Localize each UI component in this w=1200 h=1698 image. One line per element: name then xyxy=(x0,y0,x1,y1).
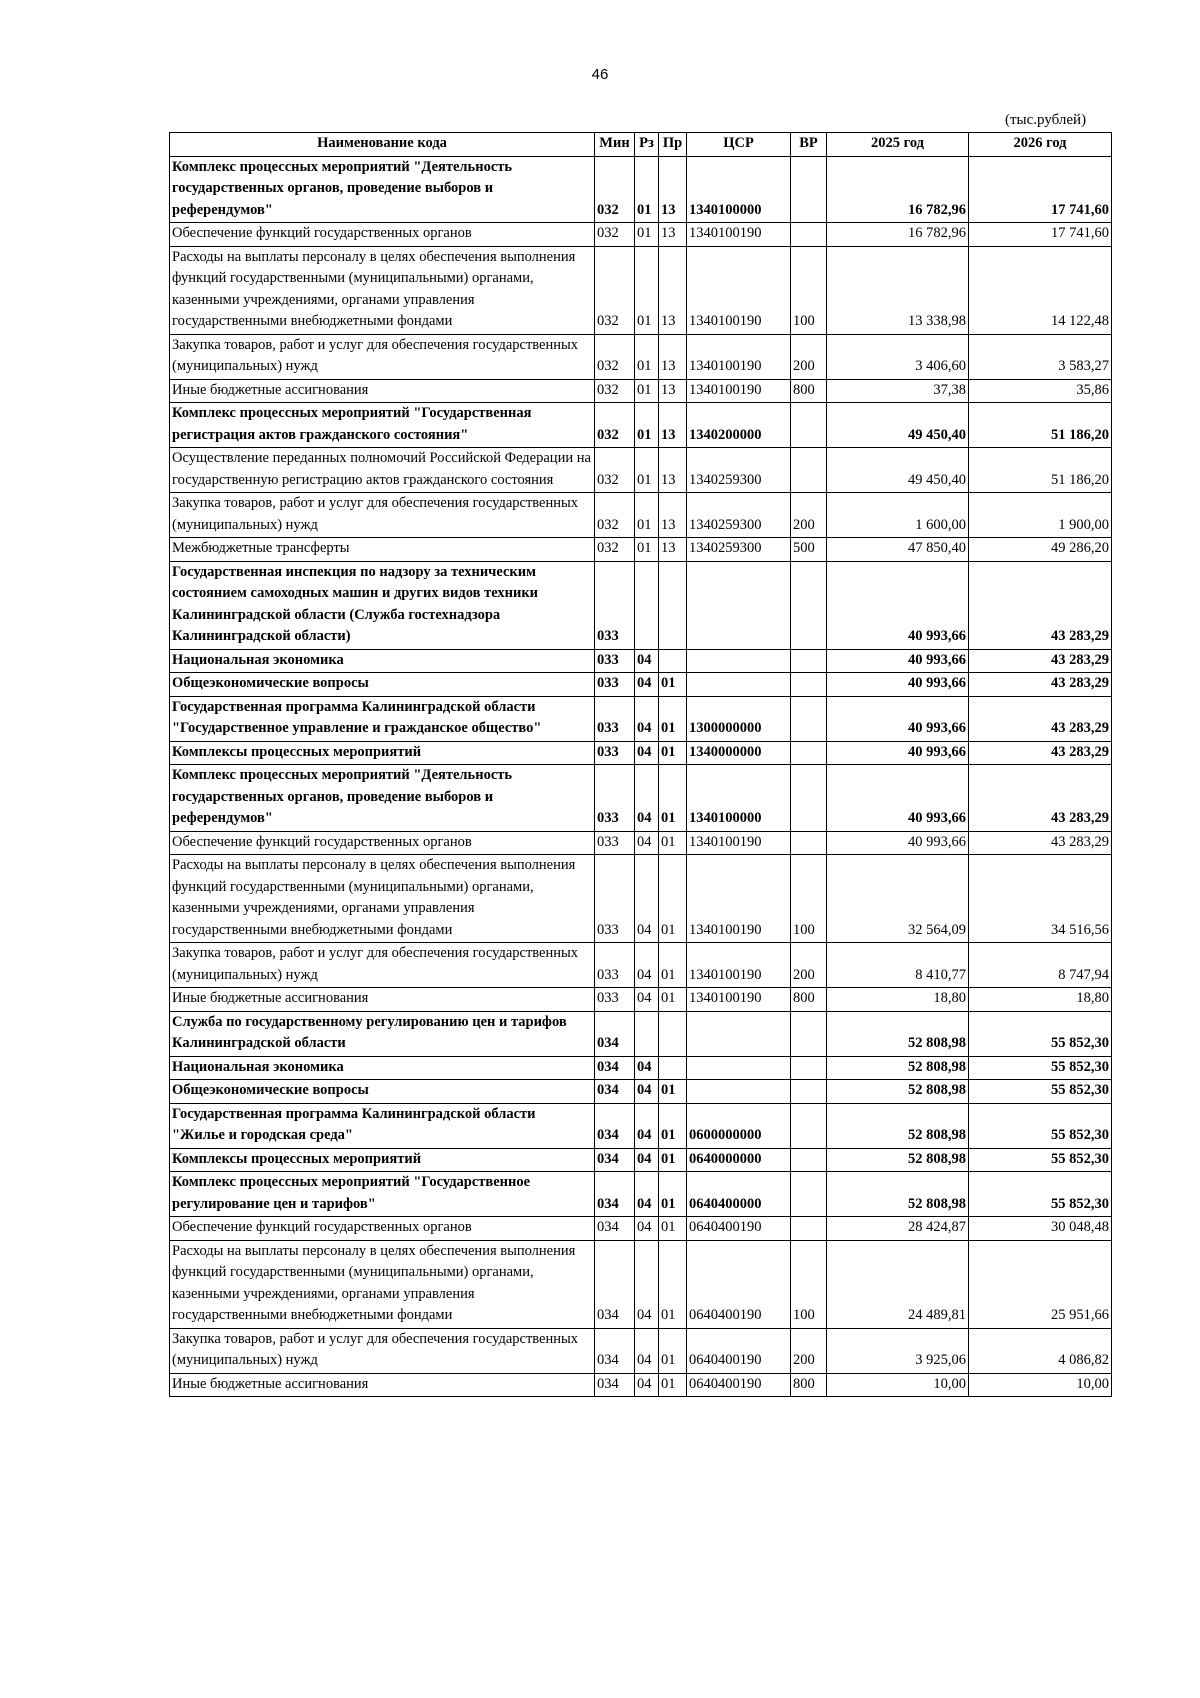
row-pr: 01 xyxy=(659,1373,687,1397)
row-pr xyxy=(659,561,687,649)
row-pr: 13 xyxy=(659,156,687,223)
row-vr: 100 xyxy=(791,855,827,943)
row-csr: 0640400190 xyxy=(687,1328,791,1373)
row-name: Государственная программа Калининградской области "Жилье и городская среда" xyxy=(170,1103,595,1148)
row-rz: 04 xyxy=(635,855,659,943)
row-min: 034 xyxy=(595,1056,635,1080)
row-pr: 01 xyxy=(659,943,687,988)
row-min: 034 xyxy=(595,1103,635,1148)
row-name: Обеспечение функций государственных органов xyxy=(170,831,595,855)
row-amount-2026: 51 186,20 xyxy=(969,403,1112,448)
row-amount-2025: 13 338,98 xyxy=(827,246,969,334)
table-row xyxy=(170,1011,1112,1056)
row-amount-2025: 16 782,96 xyxy=(827,156,969,223)
row-min: 032 xyxy=(595,493,635,538)
row-amount-2025: 40 993,66 xyxy=(827,741,969,765)
column-header-vr: ВР xyxy=(791,133,827,157)
table-row xyxy=(170,1080,1112,1104)
row-rz: 01 xyxy=(635,156,659,223)
row-min: 033 xyxy=(595,649,635,673)
row-vr: 100 xyxy=(791,246,827,334)
table-row xyxy=(170,561,1112,649)
table-row xyxy=(170,1217,1112,1241)
row-csr: 1340100190 xyxy=(687,334,791,379)
row-amount-2025: 52 808,98 xyxy=(827,1056,969,1080)
row-amount-2025: 52 808,98 xyxy=(827,1103,969,1148)
row-pr: 01 xyxy=(659,696,687,741)
table-row xyxy=(170,1240,1112,1328)
row-min: 033 xyxy=(595,855,635,943)
row-name: Расходы на выплаты персоналу в целях обеспечения выполнения функций государственными (муниципальными) органами, казенными учреждениями, органами управления государственными внебюджетными фондами xyxy=(170,1240,595,1328)
row-amount-2026: 55 852,30 xyxy=(969,1172,1112,1217)
row-pr: 01 xyxy=(659,1172,687,1217)
table-row xyxy=(170,493,1112,538)
row-vr xyxy=(791,1080,827,1104)
units-label: (тыс.рублей) xyxy=(1005,112,1087,128)
row-name: Расходы на выплаты персоналу в целях обеспечения выполнения функций государственными (муниципальными) органами, казенными учреждениями, органами управления государственными внебюджетными фондами xyxy=(170,855,595,943)
row-min: 033 xyxy=(595,561,635,649)
row-csr: 1340100190 xyxy=(687,943,791,988)
row-amount-2025: 40 993,66 xyxy=(827,696,969,741)
row-min: 032 xyxy=(595,156,635,223)
row-csr: 0640000000 xyxy=(687,1148,791,1172)
row-name: Государственная инспекция по надзору за техническим состоянием самоходных машин и других видов техники Калининградской области (Служба гостехнадзора Калининградской области) xyxy=(170,561,595,649)
row-rz: 04 xyxy=(635,1056,659,1080)
row-name: Комплексы процессных мероприятий xyxy=(170,1148,595,1172)
row-min: 034 xyxy=(595,1373,635,1397)
table-row xyxy=(170,1148,1112,1172)
row-amount-2025: 40 993,66 xyxy=(827,561,969,649)
row-amount-2025: 52 808,98 xyxy=(827,1172,969,1217)
row-rz: 01 xyxy=(635,538,659,562)
row-amount-2026: 17 741,60 xyxy=(969,223,1112,247)
row-vr: 800 xyxy=(791,988,827,1012)
column-header-rz: Рз xyxy=(635,133,659,157)
row-name: Иные бюджетные ассигнования xyxy=(170,379,595,403)
row-amount-2026: 35,86 xyxy=(969,379,1112,403)
row-amount-2025: 16 782,96 xyxy=(827,223,969,247)
table-row xyxy=(170,334,1112,379)
row-vr: 200 xyxy=(791,334,827,379)
row-amount-2025: 10,00 xyxy=(827,1373,969,1397)
row-rz: 04 xyxy=(635,673,659,697)
row-amount-2026: 43 283,29 xyxy=(969,765,1112,832)
row-pr: 01 xyxy=(659,855,687,943)
row-name: Общеэкономические вопросы xyxy=(170,1080,595,1104)
row-amount-2025: 40 993,66 xyxy=(827,831,969,855)
row-amount-2026: 10,00 xyxy=(969,1373,1112,1397)
row-vr: 200 xyxy=(791,943,827,988)
row-min: 034 xyxy=(595,1080,635,1104)
table-row xyxy=(170,1373,1112,1397)
table-row xyxy=(170,1172,1112,1217)
row-amount-2026: 17 741,60 xyxy=(969,156,1112,223)
row-vr xyxy=(791,831,827,855)
row-amount-2026: 43 283,29 xyxy=(969,696,1112,741)
row-amount-2026: 55 852,30 xyxy=(969,1011,1112,1056)
row-csr: 1300000000 xyxy=(687,696,791,741)
row-name: Обеспечение функций государственных органов xyxy=(170,223,595,247)
row-amount-2025: 40 993,66 xyxy=(827,649,969,673)
row-amount-2026: 55 852,30 xyxy=(969,1148,1112,1172)
table-row xyxy=(170,403,1112,448)
row-min: 034 xyxy=(595,1172,635,1217)
row-rz: 04 xyxy=(635,765,659,832)
row-amount-2026: 14 122,48 xyxy=(969,246,1112,334)
row-rz: 01 xyxy=(635,379,659,403)
table-row xyxy=(170,156,1112,223)
table-row xyxy=(170,855,1112,943)
row-name: Иные бюджетные ассигнования xyxy=(170,1373,595,1397)
row-amount-2025: 24 489,81 xyxy=(827,1240,969,1328)
row-name: Расходы на выплаты персоналу в целях обеспечения выполнения функций государственными (муниципальными) органами, казенными учреждениями, органами управления государственными внебюджетными фондами xyxy=(170,246,595,334)
row-csr: 0640400190 xyxy=(687,1217,791,1241)
row-pr: 13 xyxy=(659,448,687,493)
row-amount-2025: 52 808,98 xyxy=(827,1011,969,1056)
row-rz: 04 xyxy=(635,1148,659,1172)
row-name: Закупка товаров, работ и услуг для обеспечения государственных (муниципальных) нужд xyxy=(170,493,595,538)
row-rz: 01 xyxy=(635,493,659,538)
row-csr: 0640400190 xyxy=(687,1240,791,1328)
row-amount-2026: 43 283,29 xyxy=(969,673,1112,697)
row-name: Закупка товаров, работ и услуг для обеспечения государственных (муниципальных) нужд xyxy=(170,1328,595,1373)
row-name: Осуществление переданных полномочий Российской Федерации на государственную регистрацию актов гражданского состояния xyxy=(170,448,595,493)
row-name: Общеэкономические вопросы xyxy=(170,673,595,697)
table-row xyxy=(170,943,1112,988)
row-csr: 1340100000 xyxy=(687,765,791,832)
row-min: 034 xyxy=(595,1148,635,1172)
row-vr: 800 xyxy=(791,379,827,403)
row-amount-2026: 55 852,30 xyxy=(969,1103,1112,1148)
row-amount-2025: 40 993,66 xyxy=(827,765,969,832)
row-amount-2025: 47 850,40 xyxy=(827,538,969,562)
row-csr: 1340100190 xyxy=(687,246,791,334)
row-csr: 1340100000 xyxy=(687,156,791,223)
row-amount-2026: 43 283,29 xyxy=(969,649,1112,673)
row-min: 034 xyxy=(595,1011,635,1056)
row-pr: 13 xyxy=(659,538,687,562)
row-csr: 1340000000 xyxy=(687,741,791,765)
row-csr: 0640400190 xyxy=(687,1373,791,1397)
row-csr: 1340100190 xyxy=(687,831,791,855)
row-vr xyxy=(791,561,827,649)
row-csr: 1340100190 xyxy=(687,379,791,403)
row-vr xyxy=(791,696,827,741)
row-pr: 01 xyxy=(659,741,687,765)
row-amount-2026: 55 852,30 xyxy=(969,1080,1112,1104)
row-amount-2026: 51 186,20 xyxy=(969,448,1112,493)
table-row xyxy=(170,1328,1112,1373)
column-header-2025: 2025 год xyxy=(827,133,969,157)
row-csr xyxy=(687,1011,791,1056)
row-name: Служба по государственному регулированию цен и тарифов Калининградской области xyxy=(170,1011,595,1056)
row-rz: 04 xyxy=(635,831,659,855)
row-csr xyxy=(687,1080,791,1104)
row-name: Комплексы процессных мероприятий xyxy=(170,741,595,765)
row-pr: 01 xyxy=(659,831,687,855)
row-name: Закупка товаров, работ и услуг для обеспечения государственных (муниципальных) нужд xyxy=(170,943,595,988)
row-amount-2026: 3 583,27 xyxy=(969,334,1112,379)
row-rz: 04 xyxy=(635,1328,659,1373)
row-rz: 04 xyxy=(635,1080,659,1104)
row-vr xyxy=(791,1103,827,1148)
table-row xyxy=(170,538,1112,562)
row-pr: 01 xyxy=(659,673,687,697)
row-min: 032 xyxy=(595,334,635,379)
row-vr xyxy=(791,1011,827,1056)
column-header-2026: 2026 год xyxy=(969,133,1112,157)
row-min: 032 xyxy=(595,379,635,403)
row-min: 034 xyxy=(595,1328,635,1373)
row-pr: 01 xyxy=(659,1080,687,1104)
row-pr: 01 xyxy=(659,1148,687,1172)
row-pr: 13 xyxy=(659,223,687,247)
row-amount-2025: 49 450,40 xyxy=(827,403,969,448)
row-amount-2026: 43 283,29 xyxy=(969,831,1112,855)
page-number: 46 xyxy=(591,66,609,83)
row-rz: 04 xyxy=(635,1240,659,1328)
table-row xyxy=(170,246,1112,334)
row-vr xyxy=(791,448,827,493)
row-vr: 200 xyxy=(791,1328,827,1373)
row-pr xyxy=(659,1056,687,1080)
table-row xyxy=(170,988,1112,1012)
row-vr xyxy=(791,223,827,247)
row-min: 034 xyxy=(595,1240,635,1328)
row-rz: 04 xyxy=(635,1217,659,1241)
row-csr: 1340259300 xyxy=(687,493,791,538)
row-amount-2026: 43 283,29 xyxy=(969,741,1112,765)
row-amount-2025: 52 808,98 xyxy=(827,1080,969,1104)
row-amount-2025: 28 424,87 xyxy=(827,1217,969,1241)
row-amount-2026: 43 283,29 xyxy=(969,561,1112,649)
row-csr xyxy=(687,1056,791,1080)
table-row xyxy=(170,1056,1112,1080)
row-amount-2026: 4 086,82 xyxy=(969,1328,1112,1373)
row-csr: 1340100190 xyxy=(687,988,791,1012)
row-rz: 01 xyxy=(635,246,659,334)
row-pr: 01 xyxy=(659,988,687,1012)
row-vr xyxy=(791,403,827,448)
row-amount-2025: 37,38 xyxy=(827,379,969,403)
column-header-pr: Пр xyxy=(659,133,687,157)
row-vr: 800 xyxy=(791,1373,827,1397)
row-name: Комплекс процессных мероприятий "Государственная регистрация актов гражданского состояния" xyxy=(170,403,595,448)
row-csr: 1340100190 xyxy=(687,855,791,943)
row-min: 033 xyxy=(595,696,635,741)
column-header-csr: ЦСР xyxy=(687,133,791,157)
budget-table xyxy=(169,132,1112,1397)
row-amount-2026: 25 951,66 xyxy=(969,1240,1112,1328)
row-pr: 01 xyxy=(659,1328,687,1373)
row-rz: 04 xyxy=(635,943,659,988)
table-row xyxy=(170,741,1112,765)
row-vr xyxy=(791,649,827,673)
row-name: Закупка товаров, работ и услуг для обеспечения государственных (муниципальных) нужд xyxy=(170,334,595,379)
row-csr: 0640400000 xyxy=(687,1172,791,1217)
row-amount-2025: 8 410,77 xyxy=(827,943,969,988)
table-body xyxy=(170,156,1112,1397)
row-pr: 01 xyxy=(659,1217,687,1241)
row-pr: 13 xyxy=(659,403,687,448)
row-min: 033 xyxy=(595,988,635,1012)
table-row xyxy=(170,765,1112,832)
row-amount-2026: 49 286,20 xyxy=(969,538,1112,562)
row-vr xyxy=(791,1172,827,1217)
row-name: Межбюджетные трансферты xyxy=(170,538,595,562)
table-row xyxy=(170,696,1112,741)
row-name: Комплекс процессных мероприятий "Деятельность государственных органов, проведение выборов и референдумов" xyxy=(170,156,595,223)
row-min: 033 xyxy=(595,741,635,765)
row-name: Национальная экономика xyxy=(170,1056,595,1080)
row-amount-2026: 1 900,00 xyxy=(969,493,1112,538)
row-rz: 04 xyxy=(635,1373,659,1397)
row-min: 032 xyxy=(595,448,635,493)
row-pr: 13 xyxy=(659,246,687,334)
row-name: Национальная экономика xyxy=(170,649,595,673)
row-amount-2026: 18,80 xyxy=(969,988,1112,1012)
row-name: Комплекс процессных мероприятий "Деятельность государственных органов, проведение выборов и референдумов" xyxy=(170,765,595,832)
row-pr: 01 xyxy=(659,1103,687,1148)
table-row xyxy=(170,379,1112,403)
row-pr xyxy=(659,1011,687,1056)
row-amount-2026: 8 747,94 xyxy=(969,943,1112,988)
row-vr xyxy=(791,1148,827,1172)
column-header-name: Наименование кода xyxy=(170,133,595,157)
row-amount-2025: 3 406,60 xyxy=(827,334,969,379)
table-row xyxy=(170,1103,1112,1148)
row-csr: 1340259300 xyxy=(687,538,791,562)
row-rz xyxy=(635,1011,659,1056)
row-pr xyxy=(659,649,687,673)
row-min: 034 xyxy=(595,1217,635,1241)
row-amount-2025: 52 808,98 xyxy=(827,1148,969,1172)
row-rz xyxy=(635,561,659,649)
row-vr: 200 xyxy=(791,493,827,538)
row-min: 032 xyxy=(595,538,635,562)
row-amount-2026: 55 852,30 xyxy=(969,1056,1112,1080)
row-pr: 13 xyxy=(659,493,687,538)
row-name: Комплекс процессных мероприятий "Государственное регулирование цен и тарифов" xyxy=(170,1172,595,1217)
row-amount-2025: 32 564,09 xyxy=(827,855,969,943)
row-pr: 01 xyxy=(659,765,687,832)
row-rz: 01 xyxy=(635,448,659,493)
table-row xyxy=(170,223,1112,247)
row-amount-2025: 3 925,06 xyxy=(827,1328,969,1373)
row-amount-2025: 1 600,00 xyxy=(827,493,969,538)
row-rz: 01 xyxy=(635,223,659,247)
row-csr xyxy=(687,673,791,697)
row-csr: 1340200000 xyxy=(687,403,791,448)
row-amount-2025: 49 450,40 xyxy=(827,448,969,493)
row-amount-2026: 34 516,56 xyxy=(969,855,1112,943)
row-rz: 04 xyxy=(635,741,659,765)
row-rz: 04 xyxy=(635,1172,659,1217)
row-rz: 04 xyxy=(635,988,659,1012)
table-header-row xyxy=(170,133,1112,157)
row-min: 032 xyxy=(595,403,635,448)
row-pr: 13 xyxy=(659,334,687,379)
row-rz: 04 xyxy=(635,696,659,741)
table-row xyxy=(170,831,1112,855)
row-csr: 1340100190 xyxy=(687,223,791,247)
row-vr: 100 xyxy=(791,1240,827,1328)
row-vr xyxy=(791,1056,827,1080)
row-min: 032 xyxy=(595,246,635,334)
row-min: 033 xyxy=(595,943,635,988)
row-pr: 01 xyxy=(659,1240,687,1328)
row-min: 032 xyxy=(595,223,635,247)
row-name: Государственная программа Калининградской области "Государственное управление и гражданское общество" xyxy=(170,696,595,741)
row-name: Иные бюджетные ассигнования xyxy=(170,988,595,1012)
row-vr xyxy=(791,673,827,697)
row-vr: 500 xyxy=(791,538,827,562)
row-vr xyxy=(791,765,827,832)
row-rz: 01 xyxy=(635,403,659,448)
column-header-min: Мин xyxy=(595,133,635,157)
row-csr: 0600000000 xyxy=(687,1103,791,1148)
row-rz: 04 xyxy=(635,1103,659,1148)
row-min: 033 xyxy=(595,831,635,855)
row-csr xyxy=(687,561,791,649)
row-vr xyxy=(791,156,827,223)
row-min: 033 xyxy=(595,765,635,832)
row-min: 033 xyxy=(595,673,635,697)
row-amount-2025: 40 993,66 xyxy=(827,673,969,697)
row-csr xyxy=(687,649,791,673)
row-pr: 13 xyxy=(659,379,687,403)
row-amount-2025: 18,80 xyxy=(827,988,969,1012)
row-rz: 04 xyxy=(635,649,659,673)
table-row xyxy=(170,448,1112,493)
row-name: Обеспечение функций государственных органов xyxy=(170,1217,595,1241)
row-vr xyxy=(791,741,827,765)
table-row xyxy=(170,649,1112,673)
row-rz: 01 xyxy=(635,334,659,379)
row-amount-2026: 30 048,48 xyxy=(969,1217,1112,1241)
row-vr xyxy=(791,1217,827,1241)
row-csr: 1340259300 xyxy=(687,448,791,493)
table-row xyxy=(170,673,1112,697)
